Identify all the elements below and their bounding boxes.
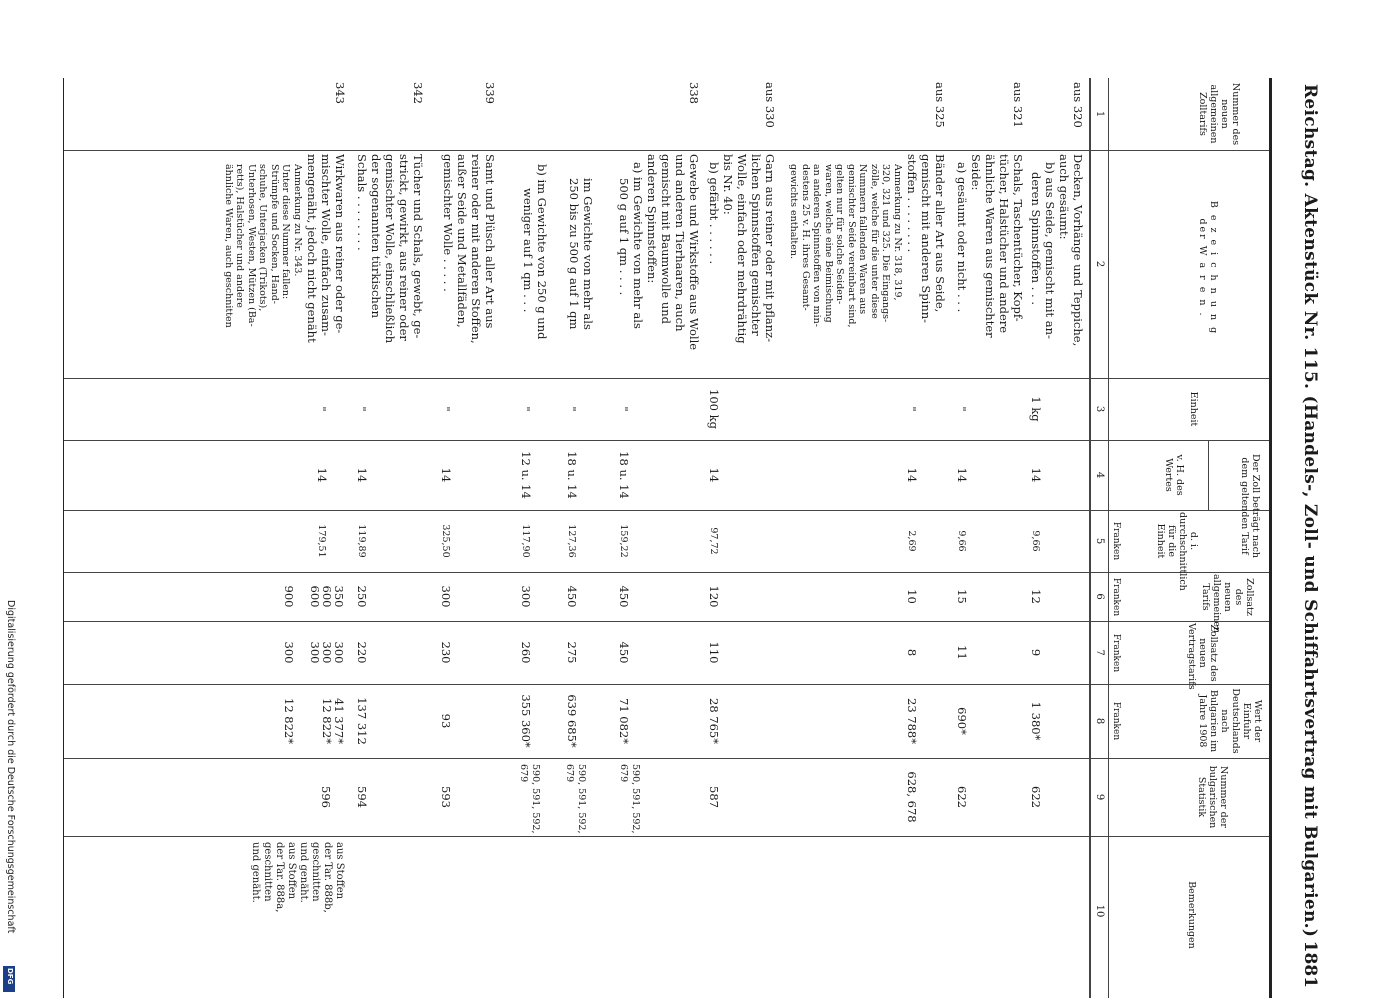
row-description: [441, 154, 497, 344]
note-line: waren, welche eine Beimischung: [823, 164, 834, 323]
note-line: retts), Halstücher und andere: [234, 164, 246, 308]
statistics-cell: 593: [439, 786, 453, 808]
desc-line: 250 bis zu 500 g auf 1 qm: [567, 178, 581, 330]
general-tariff-cell: 12: [1029, 589, 1043, 604]
statistics-cell: 622: [1029, 786, 1043, 808]
percent-cell: 14: [955, 467, 969, 483]
contract-tariff-cell: 260: [519, 641, 533, 664]
row-description: [1029, 154, 1085, 346]
unit-francs: Franken: [1111, 633, 1121, 673]
general-tariff-cell: 350: [332, 585, 346, 608]
note-325: [788, 164, 903, 328]
header-current-duty: Der Zoll beträgt nach dem geltenden Tarif: [1239, 453, 1261, 559]
header-tariff-number: Nummer des neuen allgemeinen Zolltarifs: [1197, 82, 1241, 146]
export-value-cell: 28 765*: [707, 698, 721, 744]
average-cell: 179,51: [316, 524, 327, 558]
remark-line: und genäht.: [298, 842, 309, 903]
desc-line: Schals . . . . . . . .: [355, 154, 369, 251]
remark-line: geschnitten: [310, 842, 321, 902]
tariff-number: aus 321: [1011, 82, 1025, 128]
contract-tariff-cell: 300: [332, 641, 346, 664]
export-value-cell: 41 377*: [332, 698, 346, 744]
average-cell: 9,66: [1030, 530, 1041, 552]
statistics-cell: 596: [319, 786, 333, 808]
export-value-cell: 639 685*: [565, 694, 579, 748]
average-cell: 325,50: [440, 524, 451, 558]
digitization-text: Digitalisierung gefördert durch die Deutsche Forschungsgemeinschaft: [5, 600, 16, 934]
desc-line: tücher, Halstücher und andere: [997, 154, 1011, 334]
desc-line: mengenäht, jedoch nicht genäht: [305, 154, 319, 343]
general-tariff-cell: 450: [617, 585, 631, 608]
header-rule: [1108, 78, 1109, 998]
desc-line: der sogenannten türkischen: [369, 154, 383, 319]
row-description: [305, 154, 347, 343]
header-unit: Einheit: [1188, 391, 1199, 427]
export-value-cell: 1 380*: [1029, 701, 1043, 741]
header-average-per-unit: d. i. durchschnittlich für die Einheit: [1155, 512, 1199, 591]
statistics-cell: 590, 591, 592, 679: [618, 764, 641, 834]
general-tariff-cell: 600: [320, 585, 334, 608]
remark-line: aus Stoffen: [286, 842, 297, 900]
tariff-number: 339: [483, 82, 497, 104]
page-number: 1881: [1300, 940, 1320, 988]
desc-line: Bänder aller Art aus Seide,: [933, 154, 947, 313]
unit-francs: Franken: [1111, 521, 1121, 561]
desc-line: und anderen Tierhaaren, auch: [673, 154, 687, 332]
unit-cell: ": [565, 406, 579, 412]
statistics-cell: 590, 591, 592, 679: [564, 764, 587, 834]
note-line: Anmerkung zu Nr. 343.: [292, 164, 303, 277]
desc-line: Gewebe und Wirkstoffe aus Wolle: [687, 154, 701, 351]
contract-tariff-cell: 230: [439, 641, 453, 664]
note-line: gemischter Seide vereinbart sind,: [846, 164, 857, 328]
tariff-number: aus 330: [763, 82, 777, 128]
row-description: [355, 154, 425, 343]
desc-line: Schals, Taschentücher, Kopf-: [1011, 154, 1025, 322]
digitization-note: [2, 600, 16, 1000]
desc-line: weniger auf 1 qm . . .: [521, 188, 535, 313]
export-value-cell: 23 788*: [905, 698, 919, 744]
average-cell: 127,36: [566, 524, 577, 558]
column-number: 9: [1094, 793, 1105, 801]
general-tariff-cell: 10: [905, 589, 919, 604]
desc-line: im Gewichte von mehr als: [581, 178, 595, 330]
tariff-number: 343: [333, 82, 347, 104]
percent-cell: 14: [355, 467, 369, 483]
contract-tariff-cell: 11: [955, 645, 969, 660]
average-cell: 9,66: [956, 530, 967, 552]
desc-line: reiner oder mit anderen Stoffen,: [469, 154, 483, 344]
export-value-cell: 12 822*: [282, 698, 296, 744]
note-line: gewichts enthalten.: [788, 164, 800, 259]
contract-tariff-cell: 275: [565, 641, 579, 664]
desc-line: b) aus Seide, gemischt mit an-: [1043, 162, 1057, 339]
percent-cell: 14: [315, 467, 329, 483]
row-description: [617, 154, 701, 350]
export-value-cell: 12 822*: [320, 698, 334, 744]
desc-line: stoffen . . . . . . . .: [905, 154, 919, 253]
desc-line: gemischter Wolle . . . . .: [441, 154, 455, 292]
unit-cell: 100 kg: [707, 389, 721, 429]
remark-line: und genäht.: [250, 842, 261, 903]
tariff-number: 342: [411, 82, 425, 104]
general-tariff-cell: 900: [282, 585, 296, 608]
general-tariff-cell: 450: [565, 585, 579, 608]
desc-line: a) im Gewichte von mehr als: [631, 162, 645, 329]
rotated-document-page: [65, 78, 1330, 998]
desc-line: bis Nr. 40:: [721, 154, 735, 215]
average-cell: 159,22: [618, 524, 629, 558]
unit-cell: ": [905, 406, 919, 412]
export-value-group: [283, 684, 345, 758]
desc-line: b) gefärbt . . . . . .: [707, 162, 721, 265]
note-line: Anmerkung zu Nr. 318, 319,: [892, 164, 903, 301]
desc-line: gemischt mit anderen Spinn-: [919, 154, 933, 324]
note-line: ähnliche Waren, auch geschnitten: [223, 164, 234, 328]
header-contract-tariff: Zollsatz des neuen Vertragstarifs: [1186, 623, 1219, 690]
note-line: Unter diese Nummer fallen:: [280, 164, 292, 300]
unit-cell: ": [519, 406, 533, 412]
desc-line: a) gesäumt oder nicht . . .: [955, 162, 969, 313]
statistics-cell: 622: [955, 786, 969, 808]
desc-line: Samt und Plüsch aller Art aus: [483, 154, 497, 329]
unit-francs: Franken: [1111, 577, 1121, 617]
unit-cell: ": [439, 406, 453, 412]
export-value-cell: 93: [439, 713, 453, 729]
row-description: [905, 154, 947, 323]
column-number: 8: [1094, 717, 1105, 725]
desc-line: auch gesäumt:: [1057, 154, 1071, 240]
desc-line: deren Spinnstoffen . . .: [1029, 172, 1043, 306]
tariff-number: 338: [687, 82, 701, 104]
export-value-cell: 71 082*: [617, 698, 631, 744]
desc-line: gemischter Wolle, einschließlich: [383, 154, 397, 344]
column-number: 4: [1094, 471, 1105, 479]
contract-tariff-cell: 8: [905, 648, 919, 657]
note-line: gelten nur für solche Seiden-: [834, 164, 846, 305]
average-cell: 97,72: [708, 527, 719, 555]
note-line: 320, 321 und 325. Die Eingangs-: [880, 164, 892, 323]
contract-tariff-cell: 450: [617, 641, 631, 664]
row-description: [707, 154, 777, 344]
desc-line: außer Seide und Metallfäden,: [455, 154, 469, 328]
percent-cell: 14: [1029, 467, 1043, 483]
column-number: 6: [1094, 593, 1105, 600]
unit-cell: ": [315, 406, 329, 412]
contract-tariff-group: [283, 621, 345, 684]
note-line: Unterhosen, Westen, Mützen (Ba-: [246, 164, 257, 327]
percent-cell: 14: [707, 467, 721, 483]
general-tariff-cell: 120: [707, 585, 721, 608]
contract-tariff-cell: 220: [355, 641, 369, 664]
percent-cell: 18 u. 14: [617, 451, 631, 499]
column-number: 1: [1094, 110, 1105, 118]
header-designation: B e z e i c h n u n g der W a r e n .: [1197, 200, 1219, 336]
contract-tariff-cell: 300: [308, 641, 322, 664]
desc-line: lichen Spinnstoffen gemischter: [749, 154, 763, 336]
contract-tariff-cell: 9: [1029, 648, 1043, 657]
tariff-table: [63, 78, 1272, 998]
row-description: [521, 164, 549, 339]
export-value-cell: 690*: [955, 707, 969, 735]
desc-line: Seide:: [969, 154, 983, 191]
statistics-cell: 587: [707, 786, 721, 808]
column-number: 3: [1094, 405, 1105, 413]
column-number-rule: [1089, 78, 1091, 998]
desc-line: mischter Wolle, einfach zusam-: [319, 154, 333, 336]
remark-line: aus Stoffen: [334, 842, 345, 900]
percent-cell: 12 u. 14: [519, 451, 533, 499]
desc-line: ähnliche Waren aus gemischter: [983, 154, 997, 338]
note-line: an anderen Spinnstoffen von min-: [811, 164, 823, 327]
contract-tariff-cell: 300: [282, 641, 296, 664]
desc-line: Garn aus reiner oder mit pflanz-: [763, 154, 777, 343]
column-number: 2: [1094, 260, 1105, 268]
note-343: [223, 164, 304, 328]
header-remarks: Bemerkungen: [1186, 881, 1197, 949]
header-percent-of-value: v. H. des Wertes: [1163, 454, 1185, 496]
export-value-cell: 355 360*: [519, 694, 533, 748]
column-number: 5: [1094, 537, 1105, 545]
unit-cell: ": [355, 406, 369, 412]
unit-cell: 1 kg: [1029, 396, 1043, 422]
remark-line: der Tar. 888b,: [322, 842, 333, 913]
note-line: schuhe, Unterjacken (Trikots),: [257, 164, 269, 312]
running-head: [1284, 78, 1324, 998]
running-title: Reichstag. Aktenstück Nr. 115. (Handels-, Zoll- und Schiffahrtsvertrag mit Bulgarien.): [1300, 84, 1320, 938]
remark-line: der Tar. 888a,: [274, 842, 285, 913]
desc-line: Wirkwaren aus reiner oder ge-: [333, 154, 347, 334]
statistics-cell: 594: [355, 786, 369, 808]
header-export-value: Wert der Einfuhr Deutschlands nach Bulgarien im Jahre 1908: [1197, 688, 1263, 754]
general-tariff-group: [283, 572, 345, 621]
statistics-cell: 628, 678: [905, 771, 919, 823]
percent-cell: 18 u. 14: [565, 451, 579, 499]
desc-line: Wolle, einfach oder mehrdrähtig: [735, 154, 749, 344]
general-tariff-cell: 300: [519, 585, 533, 608]
row-description: [955, 154, 1025, 338]
desc-line: Decken, Vorhänge und Teppiche,: [1071, 154, 1085, 347]
general-tariff-cell: 300: [439, 585, 453, 608]
average-cell: 117,90: [520, 524, 531, 558]
desc-line: gemischt mit Baumwolle und: [659, 154, 673, 325]
statistics-cell: 590, 591, 592, 679: [518, 764, 541, 834]
average-cell: 2,69: [906, 530, 917, 552]
contract-tariff-cell: 300: [320, 641, 334, 664]
remarks-343: [249, 842, 345, 913]
unit-francs: Franken: [1111, 701, 1121, 741]
desc-line: Tücher und Schals, gewebt, ge-: [411, 154, 425, 339]
contract-tariff-cell: 110: [707, 641, 721, 664]
note-line: zölle, welche für die unter diese: [869, 164, 880, 319]
group-header-rule: [1208, 440, 1209, 510]
column-number: 7: [1094, 649, 1105, 656]
general-tariff-cell: 250: [355, 585, 369, 608]
dfg-logo: [3, 966, 15, 992]
desc-line: 500 g auf 1 qm . . . .: [617, 178, 631, 296]
desc-line: strickt, gewirkt, aus reiner oder: [397, 154, 411, 341]
percent-cell: 14: [905, 467, 919, 483]
percent-cell: 14: [439, 467, 453, 483]
column-number: 10: [1094, 904, 1105, 918]
unit-cell: ": [617, 406, 631, 412]
remark-line: geschnitten: [262, 842, 273, 902]
tariff-number: aus 325: [933, 82, 947, 128]
export-value-cell: 137 312: [355, 697, 369, 745]
tariff-number: aus 320: [1071, 82, 1085, 128]
unit-cell: ": [955, 406, 969, 412]
header-bulgarian-statistics: Nummer der bulgarischen Statistik: [1196, 765, 1229, 829]
dfg-logo-text: DFG: [6, 968, 14, 985]
note-line: Strümpfe und Socken, Hand-: [269, 164, 280, 305]
average-cell: 119,89: [356, 524, 367, 558]
desc-line: b) im Gewichte von 250 g und: [535, 164, 549, 340]
row-description: [567, 178, 595, 330]
note-line: Nummern fallenden Waren aus: [857, 164, 869, 315]
general-tariff-cell: 15: [955, 589, 969, 604]
desc-line: anderen Spinnstoffen:: [645, 154, 659, 284]
note-line: destens 25 v. H. ihres Gesamt-: [800, 164, 811, 311]
header-general-tariff: Zollsatz des neuen allgemeinen Tarifs: [1200, 574, 1255, 633]
general-tariff-cell: 600: [308, 585, 322, 608]
